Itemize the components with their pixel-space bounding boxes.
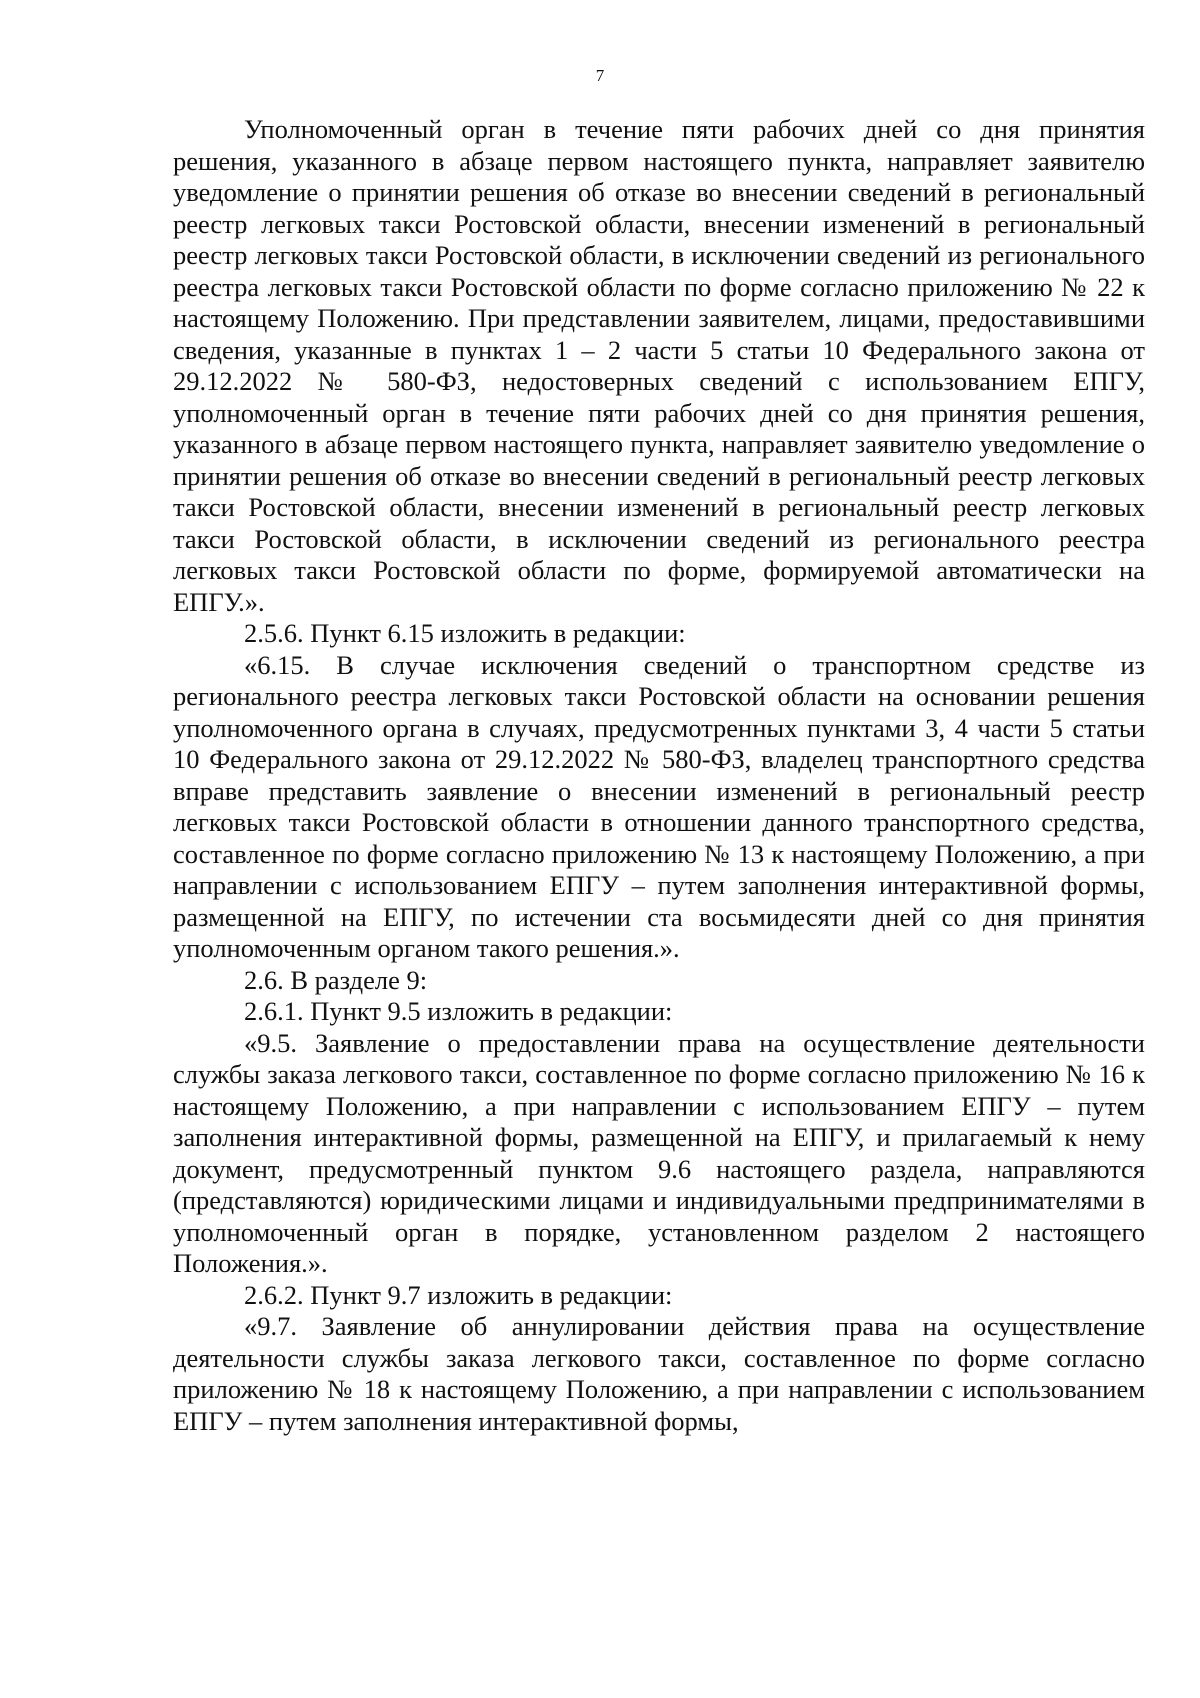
paragraph-point-9-5: «9.5. Заявление о предоставлении права на осуществление деятельности службы заказа легкового такси, составленное по форме согласно приложению № 16 к настоящему Положению, а при направлении с использованием ЕПГУ – путем заполнения интерактивной формы, размещенной на ЕПГУ, и прилагаемый к нему документ, предусмотренный пунктом 9.6 настоящего раздела, направляются (представляются) юридическими лицами и индивидуальными предпринимателями в уполномоченный орган в порядке, установленном разделом 2 настоящего Положения.». [173, 1027, 1145, 1278]
paragraph-item-2-6-2: 2.6.2. Пункт 9.7 изложить в редакции: [244, 1279, 673, 1310]
paragraph-item-2-6-1: 2.6.1. Пункт 9.5 изложить в редакции: [244, 996, 673, 1026]
paragraph-point-9-7: «9.7. Заявление об аннулировании действия права на осуществление деятельности службы заказа легкового такси, составленное по форме согласно приложению № 18 к настоящему Положению, а при направлении с использованием ЕПГУ – путем заполнения интерактивной формы, [173, 1311, 1145, 1436]
document-body [173, 114, 1145, 1437]
paragraph-notification-refusal: Уполномоченный орган в течение пяти рабочих дней со дня принятия решения, указанного в абзаце первом настоящего пункта, направляет заявителю уведомление о принятии решения об отказе во внесении сведений в региональный реестр легковых такси Ростовской области, внесении изменений в региональный реестр легковых такси Ростовской области, в исключении сведений из регионального реестра легковых такси Ростовской области по форме согласно приложению № 22 к настоящему Положению. При представлении заявителем, лицами, предоставившими сведения, указанные в пунктах 1 – 2 части 5 статьи 10 Федерального закона от 29.12.2022 № 580-ФЗ, недостоверных сведений с использованием ЕПГУ, уполномоченный орган в течение пяти рабочих дней со дня принятия решения, указанного в абзаце первом настоящего пункта, направляет заявителю уведомление о принятии решения об отказе во внесении сведений в региональный реестр легковых такси Ростовской области, внесении изменений в региональный реестр легковых такси Ростовской области, в исключении сведений из регионального реестра легковых такси Ростовской области по форме, формируемой автоматически на ЕПГУ.». [173, 114, 1145, 617]
paragraph-item-2-5-6: 2.5.6. Пункт 6.15 изложить в редакции: [244, 618, 686, 648]
page-number: 7 [595, 66, 605, 85]
paragraph-item-2-6: 2.6. В разделе 9: [244, 964, 428, 995]
paragraph-point-6-15: «6.15. В случае исключения сведений о транспортном средстве из регионального реестра легковых такси Ростовской области на основании решения уполномоченного органа в случаях, предусмотренных пунктами 3, 4 части 5 статьи 10 Федерального закона от 29.12.2022 № 580-ФЗ, владелец транспортного средства вправе представить заявление о внесении изменений в региональный реестр легковых такси Ростовской области в отношении данного транспортного средства, составленное по форме согласно приложению № 13 к настоящему Положению, а при направлении с использованием ЕПГУ – путем заполнения интерактивной формы, размещенной на ЕПГУ, по истечении ста восьмидесяти дней со дня принятия уполномоченным органом такого решения.». [173, 649, 1145, 963]
